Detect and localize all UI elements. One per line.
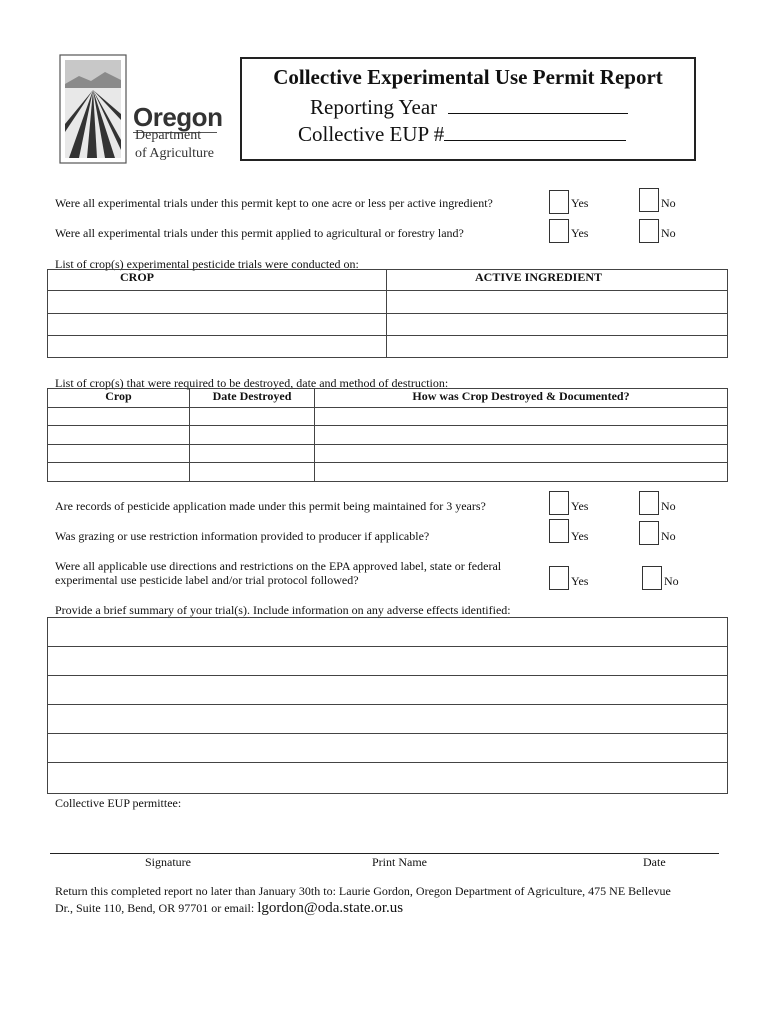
crop-header: CROP [48, 270, 387, 291]
summary-line[interactable] [48, 676, 727, 705]
summary-line[interactable] [48, 618, 727, 647]
summary-line[interactable] [48, 763, 727, 792]
q5-no-label: No [664, 574, 679, 588]
permittee-label: Collective EUP permittee: [55, 796, 182, 810]
method-cell[interactable] [315, 408, 728, 426]
method-cell[interactable] [315, 463, 728, 482]
active-ingredient-header: ACTIVE INGREDIENT [387, 270, 728, 291]
q1-yes-checkbox[interactable] [549, 190, 569, 214]
q2-no-label: No [661, 226, 676, 240]
footer-line-2 [55, 900, 403, 917]
q4-no-label: No [661, 529, 676, 543]
footer-line-1: Return this completed report no later than January 30th to: Laurie Gordon, Oregon Department of Agriculture, 475 NE Bellevue [55, 884, 671, 898]
logo-agriculture: of Agriculture [135, 146, 214, 161]
destroyed-crop-cell[interactable] [48, 463, 190, 482]
eup-number-row [298, 122, 626, 147]
destroyed-crop-header: Crop [48, 389, 190, 408]
logo-department: Department [135, 128, 202, 143]
q2-yes-label: Yes [571, 226, 589, 240]
logo-oregon: Oregon [133, 102, 223, 132]
crop-table [47, 269, 728, 358]
q1-yes-label: Yes [571, 196, 589, 210]
q5-yes-checkbox[interactable] [549, 566, 569, 590]
question-3: Are records of pesticide application made under this permit being maintained for 3 years? [55, 499, 486, 513]
q3-yes-checkbox[interactable] [549, 491, 569, 515]
ingredient-cell[interactable] [387, 336, 728, 358]
crop-cell[interactable] [48, 314, 387, 336]
question-5-line-2: experimental use pesticide label and/or trial protocol followed? [55, 573, 359, 587]
date-destroyed-header: Date Destroyed [190, 389, 315, 408]
question-5-line-1: Were all applicable use directions and restrictions on the EPA approved label, state or federal [55, 559, 502, 573]
crop-table-caption: List of crop(s) experimental pesticide trials were conducted on: [55, 257, 359, 271]
summary-caption: Provide a brief summary of your trial(s). Include information on any adverse effects identified: [55, 603, 511, 617]
signature-label: Signature [145, 855, 191, 869]
destroy-table-caption: List of crop(s) that were required to be destroyed, date and method of destruction: [55, 376, 449, 390]
date-cell[interactable] [190, 463, 315, 482]
summary-line[interactable] [48, 734, 727, 763]
q4-yes-label: Yes [571, 529, 589, 543]
reporting-year-field[interactable] [448, 95, 628, 114]
summary-box [47, 617, 728, 794]
crop-cell[interactable] [48, 291, 387, 314]
reporting-year-label: Reporting Year [310, 95, 438, 119]
q1-no-checkbox[interactable] [639, 188, 659, 212]
destroyed-crop-cell[interactable] [48, 408, 190, 426]
reporting-year-row [310, 95, 628, 120]
footer-address: Dr., Suite 110, Bend, OR 97701 or email: [55, 901, 255, 915]
ingredient-cell[interactable] [387, 291, 728, 314]
question-4: Was grazing or use restriction information provided to producer if applicable? [55, 529, 430, 543]
summary-line[interactable] [48, 647, 727, 676]
method-cell[interactable] [315, 426, 728, 445]
q3-yes-label: Yes [571, 499, 589, 513]
q4-no-checkbox[interactable] [639, 521, 659, 545]
eup-number-field[interactable] [444, 122, 626, 141]
date-cell[interactable] [190, 445, 315, 463]
ingredient-cell[interactable] [387, 314, 728, 336]
date-cell[interactable] [190, 408, 315, 426]
method-cell[interactable] [315, 445, 728, 463]
q3-no-checkbox[interactable] [639, 491, 659, 515]
eup-number-label: Collective EUP # [298, 122, 445, 146]
page-title: Collective Experimental Use Permit Report [273, 65, 663, 89]
footer-email[interactable]: lgordon@oda.state.or.us [257, 900, 404, 916]
date-cell[interactable] [190, 426, 315, 445]
destroyed-crop-cell[interactable] [48, 426, 190, 445]
question-1: Were all experimental trials under this permit kept to one acre or less per active ingredient? [55, 196, 493, 210]
destroyed-crop-cell[interactable] [48, 445, 190, 463]
q4-yes-checkbox[interactable] [549, 519, 569, 543]
q5-no-checkbox[interactable] [642, 566, 662, 590]
q3-no-label: No [661, 499, 676, 513]
q1-no-label: No [661, 196, 676, 210]
date-label: Date [643, 855, 666, 869]
method-header: How was Crop Destroyed & Documented? [315, 389, 728, 408]
oda-logo [59, 54, 223, 166]
signature-line[interactable] [50, 853, 719, 854]
print-name-label: Print Name [372, 855, 427, 869]
destroyed-crop-table [47, 388, 728, 482]
question-2: Were all experimental trials under this permit applied to agricultural or forestry land? [55, 226, 464, 240]
title-box [240, 57, 696, 161]
q2-yes-checkbox[interactable] [549, 219, 569, 243]
summary-line[interactable] [48, 705, 727, 734]
q2-no-checkbox[interactable] [639, 219, 659, 243]
q5-yes-label: Yes [571, 574, 589, 588]
crop-cell[interactable] [48, 336, 387, 358]
